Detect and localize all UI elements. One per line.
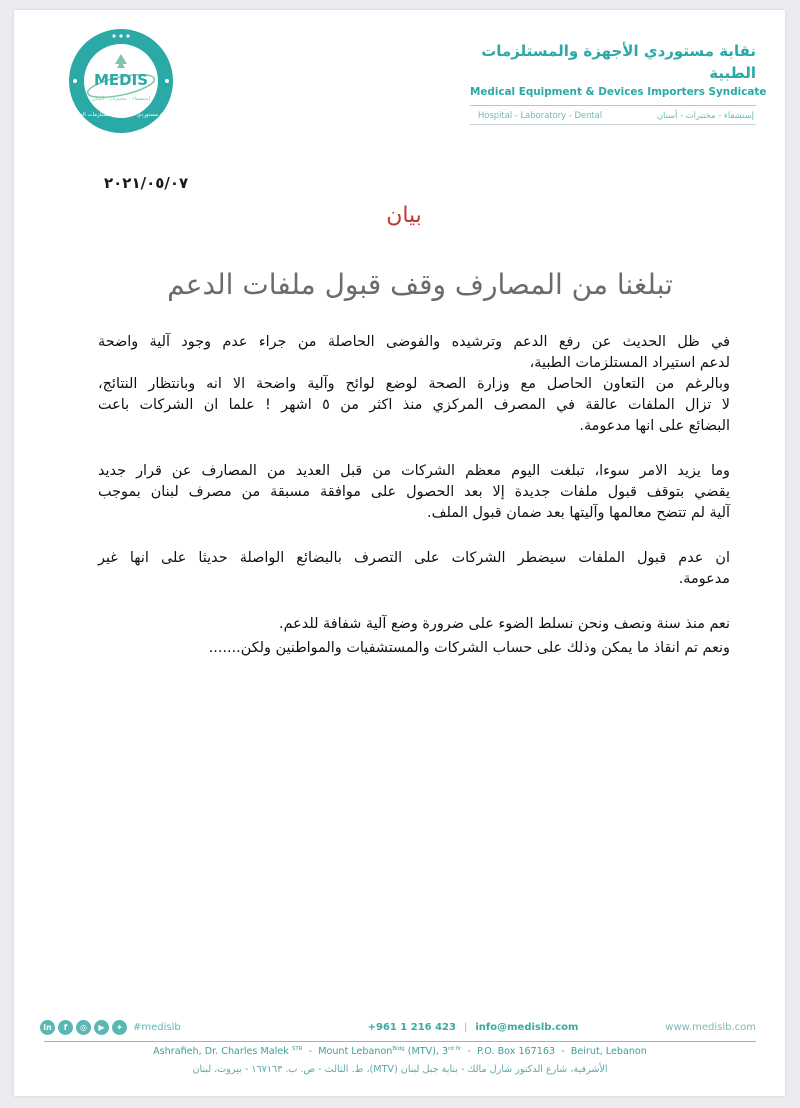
instagram-icon[interactable]: ◎: [76, 1020, 91, 1035]
body-line: يقضي بتوقف قبول ملفات جديدة إلا بعد الحصول على موافقة مسبقة من مصرف لبنان بموجب: [98, 484, 730, 500]
medis-logo: [66, 26, 176, 136]
contact-separator: |: [463, 1021, 468, 1033]
footer-contact-bar: [40, 1018, 756, 1036]
youtube-icon[interactable]: ▶: [94, 1020, 109, 1035]
website-link[interactable]: www.medislb.com: [665, 1021, 756, 1033]
phone-number: +961 1 216 423: [367, 1021, 456, 1033]
address-floor-sup: rd flr: [448, 1046, 462, 1052]
footer-divider: [44, 1041, 756, 1042]
body-line: آلية لم تتضح معالمها وآليتها بعد ضمان قبول الملف.: [427, 505, 730, 521]
contact-info: [368, 1022, 579, 1033]
address-street-sup: STR: [291, 1046, 303, 1052]
address-english: [0, 1046, 800, 1057]
sectors-arabic: إستشفاء - مختبرات - أسنان: [656, 110, 754, 120]
letterhead: [470, 40, 767, 125]
body-line: نعم منذ سنة ونصف ونحن نسلط الضوء على ضرورة وضع آلية شفافة للدعم.: [279, 616, 730, 632]
document-date: ٢٠٢١/٠٥/٠٧: [104, 174, 189, 192]
body-line: ان عدم قبول الملفات سيضطر الشركات على التصرف بالبضائع الواصلة حديثا على انها غير: [98, 550, 730, 566]
hashtag: #medislb: [133, 1021, 181, 1033]
sectors-english: Hospital - Laboratory - Dental: [478, 110, 603, 120]
statement-body: [98, 332, 730, 659]
logo-sub-text: إستشفاء - مختبرات - أسنان: [92, 96, 150, 102]
sectors-line: [470, 106, 756, 124]
body-line: وما يزيد الامر سوءا، تبلغت اليوم معظم الشركات من قبل العديد من المصارف عن قرار جديد: [98, 463, 730, 479]
address-building: Mount Lebanon: [318, 1046, 393, 1058]
address-dash: -: [308, 1046, 313, 1058]
linkedin-icon[interactable]: in: [40, 1020, 55, 1035]
address-po-box: P.O. Box 167163: [476, 1046, 556, 1058]
logo-ring-text: نقابة مستوردي الأجهزة والمستلزمات الطبية: [72, 112, 170, 118]
body-line: ونعم تم انقاذ ما يمكن وذلك على حساب الشركات والمستشفيات والمواطنين ولكن.......: [208, 640, 730, 656]
body-line: لدعم استيراد المستلزمات الطبية،: [529, 355, 730, 371]
headline: تبلغنا من المصارف وقف قبول ملفات الدعم: [167, 268, 673, 301]
address-city: Beirut, Lebanon: [570, 1046, 647, 1058]
address-street: Ashrafieh, Dr. Charles Malek: [153, 1046, 289, 1058]
address-dash: -: [561, 1046, 565, 1058]
header-divider-bottom: [470, 124, 756, 125]
body-line: مدعومة.: [678, 571, 730, 587]
body-line: في ظل الحديث عن رفع الدعم وترشيده والفوضى الحاصلة من جراء عدم وجود آلية واضحة: [98, 334, 730, 350]
body-line: وبالرغم من التعاون الحاصل مع وزارة الصحة لوضع لوائح وآلية واضحة الا انه وبانتظار النتائج،: [98, 376, 730, 392]
email-link[interactable]: info@medislb.com: [475, 1021, 579, 1033]
twitter-icon[interactable]: ✦: [112, 1020, 127, 1035]
org-name-arabic: نقابة مستوردي الأجهزة والمستلزمات الطبية: [481, 42, 756, 82]
address-dash: -: [467, 1046, 471, 1058]
body-line: البضائع على انها مدعومة.: [579, 418, 730, 434]
social-links: [40, 1020, 181, 1035]
address-building-sup: Bldg: [392, 1046, 405, 1052]
body-line: لا تزال الملفات عالقة في المصرف المركزي منذ اكثر من ٥ اشهر ! علما ان الشركات باعت: [98, 397, 730, 413]
org-name-english: Medical Equipment & Devices Importers Syndicate: [470, 86, 767, 98]
facebook-icon[interactable]: f: [58, 1020, 73, 1035]
address-building-suffix: (MTV), 3: [407, 1046, 449, 1058]
statement-label: بيان: [386, 203, 422, 228]
address-arabic: الأشرفية، شارع الدكتور شارل مالك - بناية جبل لبنان (MTV)، ط. الثالث - ص. ب. ١٦٧١٦٣ - بيروت، لبنان: [192, 1064, 608, 1075]
logo-text: MEDIS: [93, 71, 149, 89]
